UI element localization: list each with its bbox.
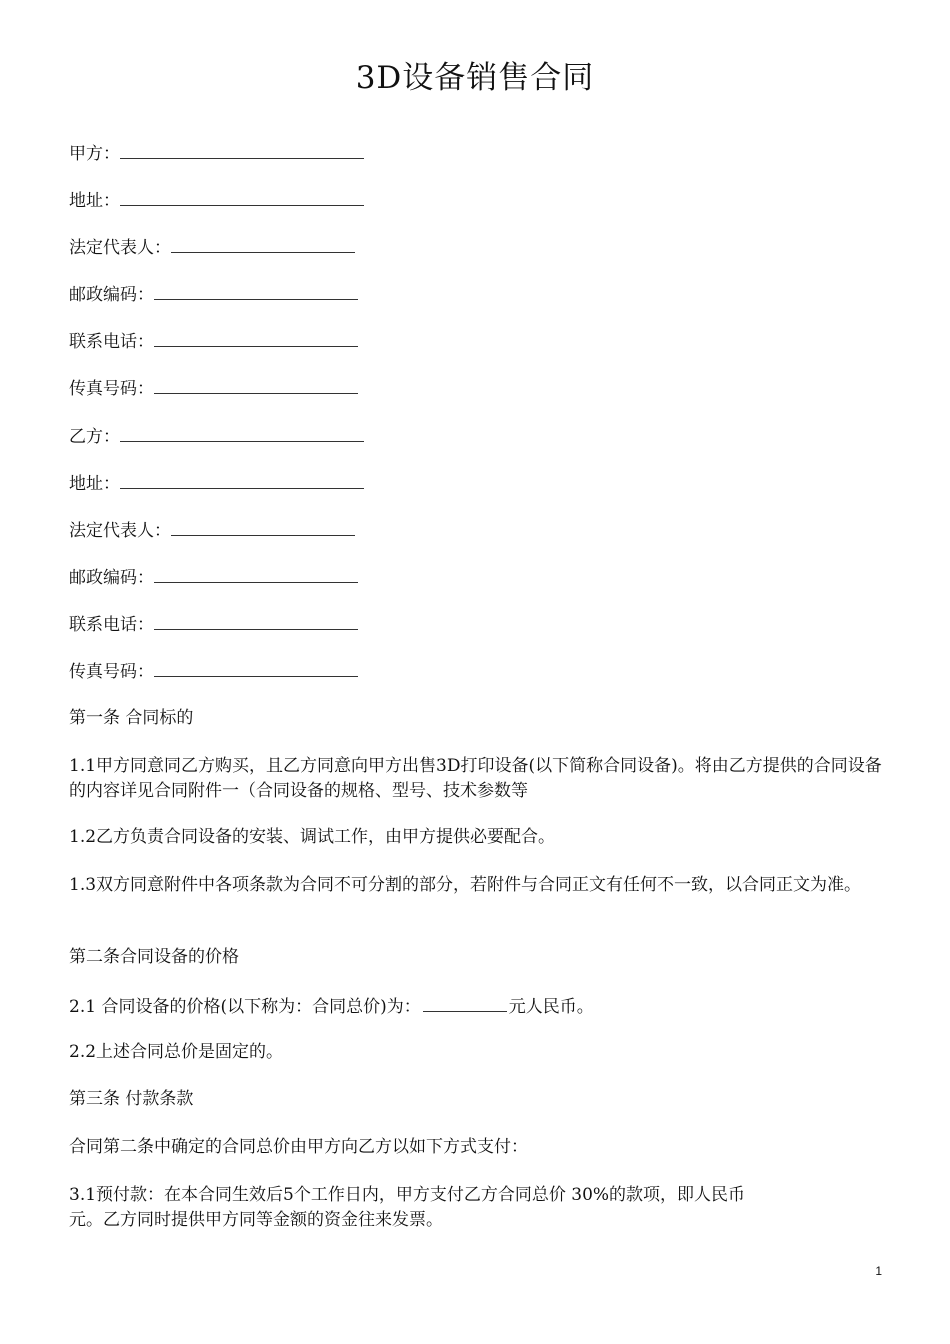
clause-1-1 <box>69 754 889 804</box>
clause-text: 1.3双方同意附件中各项条款为合同不可分割的部分，若附件与合同正文有任何不一致，以合同正文为准。 <box>69 875 862 895</box>
fill-blank <box>120 423 364 442</box>
clause-text <box>69 993 889 1020</box>
party-b-address-field <box>69 470 364 496</box>
heading-text: 第一条 合同标的 <box>69 708 194 728</box>
party-b-postcode-field <box>69 564 358 590</box>
party-b-phone-field <box>69 611 358 637</box>
party-a-postcode-field <box>69 281 358 307</box>
fill-blank <box>171 517 355 536</box>
field-label: 传真号码： <box>69 662 154 682</box>
field-label: 乙方： <box>69 427 120 447</box>
section-3-intro <box>69 1135 889 1160</box>
party-a-address-field <box>69 187 364 213</box>
fill-blank <box>171 234 355 253</box>
field-label: 传真号码： <box>69 379 154 399</box>
field-label: 地址： <box>69 191 120 211</box>
fill-blank <box>154 281 358 300</box>
party-a-name-field <box>69 140 364 166</box>
section-3-heading <box>69 1087 889 1112</box>
party-b-fax-field <box>69 658 358 684</box>
party-a-phone-field <box>69 328 358 354</box>
clause-text: 合同第二条中确定的合同总价由甲方向乙方以如下方式支付： <box>69 1137 528 1157</box>
section-2-heading <box>69 945 889 970</box>
party-b-name-field <box>69 423 364 449</box>
clause-3-1 <box>69 1183 889 1233</box>
section-1-heading <box>69 706 889 731</box>
field-label: 甲方： <box>69 144 120 164</box>
clause-text: 1.1甲方同意同乙方购买，且乙方同意向甲方出售3D打印设备(以下简称合同设备)。将由乙方提供的合同设备的内容详见合同附件一（合同设备的规格、型号、技术参数等 <box>69 756 882 801</box>
field-label: 地址： <box>69 474 120 494</box>
fill-blank <box>154 375 358 394</box>
fill-blank <box>154 564 358 583</box>
clause-text-line-1: 3.1预付款：在本合同生效后5个工作日内，甲方支付乙方合同总价 30%的款项，即人民币 <box>69 1185 746 1205</box>
fill-blank <box>120 187 364 206</box>
clause-text: 2.2上述合同总价是固定的。 <box>69 1042 284 1062</box>
clause-2-2 <box>69 1040 889 1065</box>
party-b-representative-field <box>69 517 355 543</box>
fill-blank <box>120 140 364 159</box>
party-a-representative-field <box>69 234 355 260</box>
clause-1-3 <box>69 873 889 898</box>
page-number: 1 <box>875 1264 882 1278</box>
party-a-fax-field <box>69 375 358 401</box>
clause-2-1 <box>69 993 889 1020</box>
fill-blank <box>120 470 364 489</box>
contract-title: 3D设备销售合同 <box>355 60 595 96</box>
clause-text: 1.2乙方负责合同设备的安装、调试工作，由甲方提供必要配合。 <box>69 827 556 847</box>
clause-text-line-2: 元。乙方同时提供甲方同等金额的资金往来发票。 <box>69 1210 443 1230</box>
field-label: 法定代表人： <box>69 521 171 541</box>
field-label: 联系电话： <box>69 615 154 635</box>
field-label: 邮政编码： <box>69 568 154 588</box>
field-label: 法定代表人： <box>69 238 171 258</box>
fill-blank <box>154 658 358 677</box>
clause-text-after: 元人民币。 <box>508 997 594 1017</box>
field-label: 联系电话： <box>69 332 154 352</box>
fill-blank <box>154 611 358 630</box>
field-label: 邮政编码： <box>69 285 154 305</box>
fill-blank <box>154 328 358 347</box>
heading-text: 第二条合同设备的价格 <box>69 947 239 967</box>
heading-text: 第三条 付款条款 <box>69 1089 194 1109</box>
clause-text-before: 2.1 合同设备的价格(以下称为：合同总价)为： <box>69 997 421 1017</box>
price-blank <box>423 993 507 1012</box>
clause-1-2 <box>69 825 889 850</box>
